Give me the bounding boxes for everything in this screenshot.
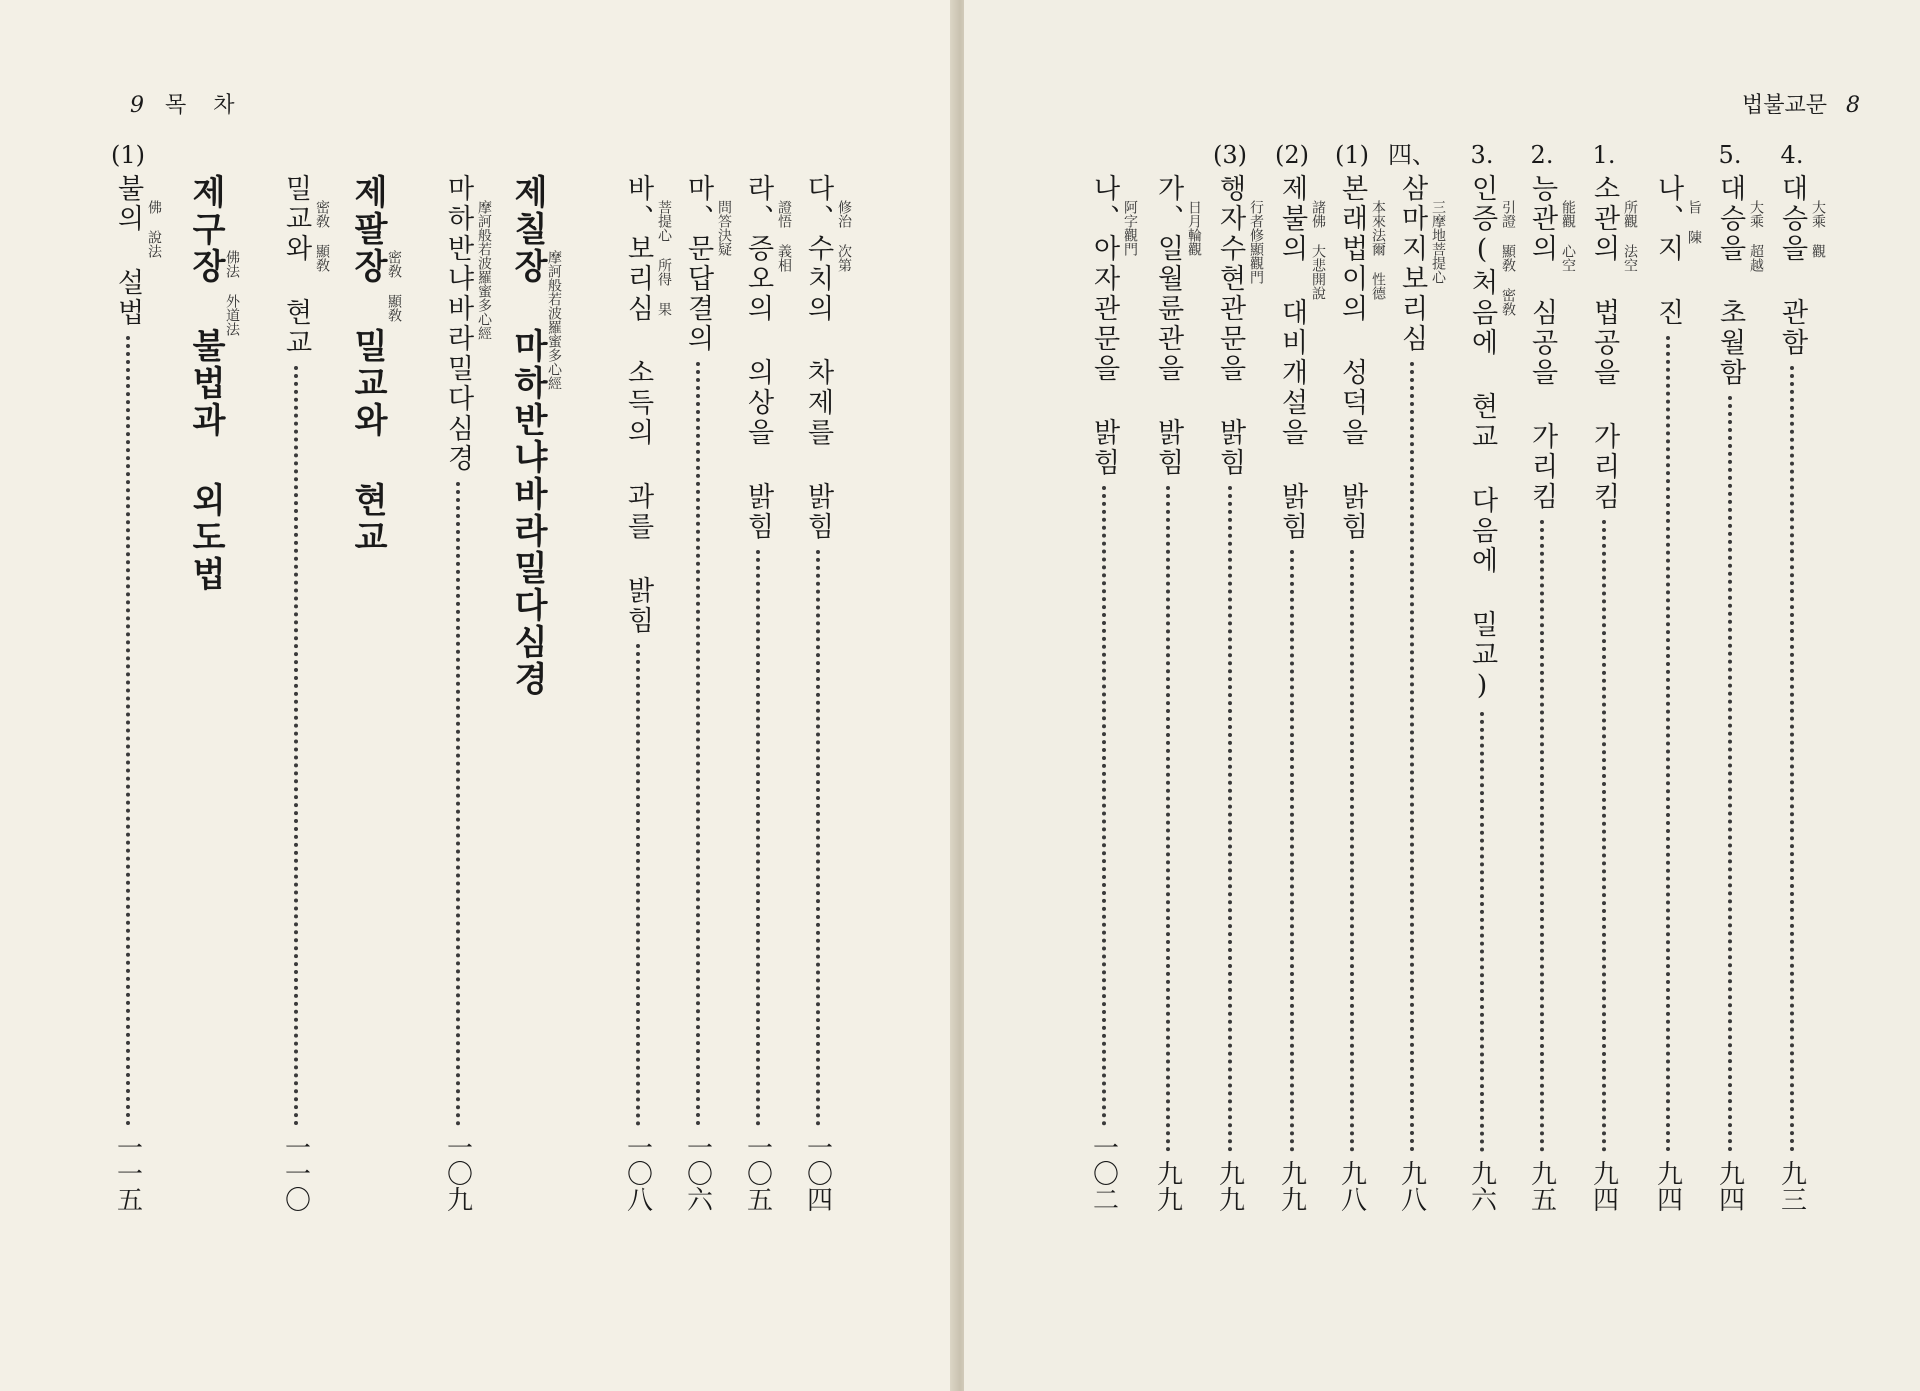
dot-leader xyxy=(1790,366,1794,1152)
right-header xyxy=(1742,88,1860,119)
toc-entry-body xyxy=(1202,140,1258,1220)
toc-entry-title: 대승을 관함 xyxy=(1776,174,1808,358)
toc-entry-page: 九六 xyxy=(1466,1160,1497,1212)
toc-entry-title: 본래법이의 성덕을 밝힘 xyxy=(1336,174,1368,542)
toc-entry-title: 마하반냐바라밀다심경 xyxy=(442,174,474,474)
toc-entry-hanja: 修治 次第 xyxy=(836,200,852,272)
toc-entry-page: 九五 xyxy=(1526,1160,1557,1212)
dot-leader xyxy=(1666,336,1670,1152)
toc-entry xyxy=(1264,140,1326,1220)
toc-entry-hanja: 佛 說法 xyxy=(146,200,162,258)
toc-entry xyxy=(100,140,162,1220)
toc-entry xyxy=(1076,140,1138,1220)
toc-entry-title: 삼마지보리심 xyxy=(1396,174,1428,354)
toc-entry xyxy=(1576,140,1638,1220)
toc-entry-number: 4. xyxy=(1780,141,1804,169)
dot-leader xyxy=(1540,520,1544,1152)
toc-entry xyxy=(1764,140,1826,1220)
toc-entry-number: (2) xyxy=(1275,141,1309,169)
toc-entry-body xyxy=(1140,140,1196,1220)
toc-entry-body xyxy=(1076,140,1132,1220)
toc-entry xyxy=(268,140,330,1220)
toc-entry xyxy=(1640,140,1702,1220)
toc-entry-hanja: 菩提心 所得 果 xyxy=(656,200,672,316)
toc-entry-page: 一〇九 xyxy=(442,1134,473,1212)
toc-entry-body xyxy=(268,140,324,1220)
toc-entry-title: 제구장 불법과 외도법 xyxy=(185,174,226,593)
toc-entry-page: 一〇四 xyxy=(802,1134,833,1212)
toc-entry-title: 능관의 심공을 가리킴 xyxy=(1526,174,1558,512)
toc-entry-number: (1) xyxy=(1335,141,1369,169)
toc-entry-page: 一一五 xyxy=(112,1134,143,1212)
toc-entry-page: 九九 xyxy=(1276,1160,1307,1212)
toc-entry-page: 一〇二 xyxy=(1088,1134,1119,1212)
toc-entry-hanja: 證悟 義相 xyxy=(776,200,792,272)
toc-entry-page: 九三 xyxy=(1776,1160,1807,1212)
toc-entry-hanja: 大乘 超越 xyxy=(1748,200,1764,272)
toc-entry-body xyxy=(670,140,726,1220)
toc-entry-title: 다、수치의 차제를 밝힘 xyxy=(802,174,834,542)
toc-entry-body xyxy=(730,140,786,1220)
toc-entry-body xyxy=(1764,140,1820,1220)
toc-entry xyxy=(340,140,402,1220)
toc-entry xyxy=(1702,140,1764,1220)
toc-entry xyxy=(1384,140,1446,1220)
right-running-title: 법불교문 xyxy=(1741,93,1827,118)
toc-entry xyxy=(1324,140,1386,1220)
toc-entry-hanja: 所觀 法空 xyxy=(1622,200,1638,272)
toc-entry xyxy=(430,140,492,1220)
toc-entry-title: 가、일월륜관을 밝힘 xyxy=(1152,174,1184,478)
toc-entry-title: 인증(처음에 현교 다음에 밀교) xyxy=(1466,174,1498,704)
dot-leader xyxy=(756,550,760,1126)
toc-entry-page: 九四 xyxy=(1588,1160,1619,1212)
dot-leader xyxy=(636,644,640,1126)
toc-entry-body xyxy=(1264,140,1320,1220)
toc-entry-page: 一〇八 xyxy=(622,1134,653,1212)
toc-entry-title: 밀교와 현교 xyxy=(280,174,312,358)
toc-entry-hanja: 旨 陳 xyxy=(1686,200,1702,244)
toc-entry-title: 마、문답결의 xyxy=(682,174,714,354)
toc-entry-hanja: 密敎 顯敎 xyxy=(386,250,402,322)
toc-entry-hanja: 大乘 觀 xyxy=(1810,200,1826,258)
toc-entry-hanja: 日月輪觀 xyxy=(1186,200,1202,256)
toc-entry-number: (3) xyxy=(1213,141,1247,169)
toc-entry xyxy=(178,140,240,1220)
toc-entry-title: 제팔장 밀교와 현교 xyxy=(347,174,388,556)
toc-entry-body xyxy=(1702,140,1758,1220)
toc-entry-page: 九八 xyxy=(1396,1160,1427,1212)
toc-entry-hanja: 三摩地菩提心 xyxy=(1430,200,1446,284)
toc-entry-page: 一〇五 xyxy=(742,1134,773,1212)
toc-entry-number: 四、 xyxy=(1388,141,1436,169)
toc-entry-title: 대승을 초월함 xyxy=(1714,174,1746,388)
toc-entry-hanja: 諸佛 大悲開說 xyxy=(1310,200,1326,300)
toc-entry-title: 바、보리심 소득의 과를 밝힘 xyxy=(622,174,654,636)
toc-entry-body xyxy=(1514,140,1570,1220)
toc-entry-title: 행자수현관문을 밝힘 xyxy=(1214,174,1246,478)
dot-leader xyxy=(816,550,820,1126)
toc-entry-page: 一一〇 xyxy=(280,1134,311,1212)
right-page xyxy=(964,0,1920,1391)
toc-entry-hanja: 問答決疑 xyxy=(716,200,732,256)
toc-entry-hanja: 摩訶般若波羅蜜多心經 xyxy=(476,200,492,340)
left-header xyxy=(130,88,245,119)
toc-entry xyxy=(1140,140,1202,1220)
toc-entry-page: 九九 xyxy=(1152,1160,1183,1212)
left-page xyxy=(0,0,956,1391)
toc-entry-body xyxy=(1576,140,1632,1220)
toc-entry-body xyxy=(1640,140,1696,1220)
dot-leader xyxy=(294,366,298,1126)
dot-leader xyxy=(1166,486,1170,1152)
toc-entry-hanja: 本來法爾 性德 xyxy=(1370,200,1386,300)
toc-entry-number: 1. xyxy=(1592,141,1616,169)
dot-leader xyxy=(126,336,130,1126)
toc-entry-page: 九四 xyxy=(1652,1160,1683,1212)
toc-entry-title: 제불의 대비개설을 밝힘 xyxy=(1276,174,1308,542)
dot-leader xyxy=(1728,396,1732,1152)
toc-entry-body xyxy=(790,140,846,1220)
dot-leader xyxy=(696,362,700,1126)
left-running-title: 목 차 xyxy=(165,93,245,118)
left-page-number: 9 xyxy=(130,93,144,118)
toc-entry-number: 2. xyxy=(1530,141,1554,169)
toc-entry xyxy=(500,140,562,1220)
toc-entry-hanja: 密敎 顯敎 xyxy=(314,200,330,272)
toc-entry-title: 나、아자관문을 밝힘 xyxy=(1088,174,1120,478)
toc-entry-page: 九八 xyxy=(1336,1160,1367,1212)
toc-entry xyxy=(790,140,852,1220)
toc-entry-page: 九四 xyxy=(1714,1160,1745,1212)
toc-entry xyxy=(1202,140,1264,1220)
toc-entry-hanja: 摩訶般若波羅蜜多心經 xyxy=(546,250,562,390)
dot-leader xyxy=(1350,550,1354,1152)
dot-leader xyxy=(1228,486,1232,1152)
dot-leader xyxy=(1602,520,1606,1152)
toc-entry-body xyxy=(1384,140,1440,1220)
toc-entry xyxy=(610,140,672,1220)
toc-entry-hanja: 行者修顯觀門 xyxy=(1248,200,1264,284)
right-page-number: 8 xyxy=(1846,93,1860,118)
dot-leader xyxy=(1290,550,1294,1152)
dot-leader xyxy=(1480,712,1484,1152)
toc-entry-hanja: 佛法 外道法 xyxy=(224,250,240,336)
toc-entry xyxy=(1514,140,1576,1220)
toc-entry-body xyxy=(1324,140,1380,1220)
toc-entry-title: 라、증오의 의상을 밝힘 xyxy=(742,174,774,542)
toc-entry-number: 5. xyxy=(1718,141,1742,169)
toc-entry-title: 불의 설법 xyxy=(112,174,144,328)
toc-entry-hanja: 能觀 心空 xyxy=(1560,200,1576,272)
toc-entry xyxy=(1454,140,1516,1220)
toc-entry-page: 九九 xyxy=(1214,1160,1245,1212)
toc-entry-hanja: 阿字觀門 xyxy=(1122,200,1138,256)
toc-entry-hanja: 引證 顯敎 密敎 xyxy=(1500,200,1516,316)
dot-leader xyxy=(1102,486,1106,1126)
toc-entry-number: (1) xyxy=(111,141,145,169)
toc-entry-page: 一〇六 xyxy=(682,1134,713,1212)
toc-entry-title: 나、지 진 xyxy=(1652,174,1684,328)
toc-entry-body xyxy=(100,140,156,1220)
toc-entry xyxy=(670,140,732,1220)
dot-leader xyxy=(456,482,460,1126)
toc-entry-title: 소관의 법공을 가리킴 xyxy=(1588,174,1620,512)
toc-entry xyxy=(730,140,792,1220)
toc-entry-number: 3. xyxy=(1470,141,1494,169)
toc-entry-title: 제칠장 마하반냐바라밀다심경 xyxy=(507,174,548,698)
dot-leader xyxy=(1410,362,1414,1152)
